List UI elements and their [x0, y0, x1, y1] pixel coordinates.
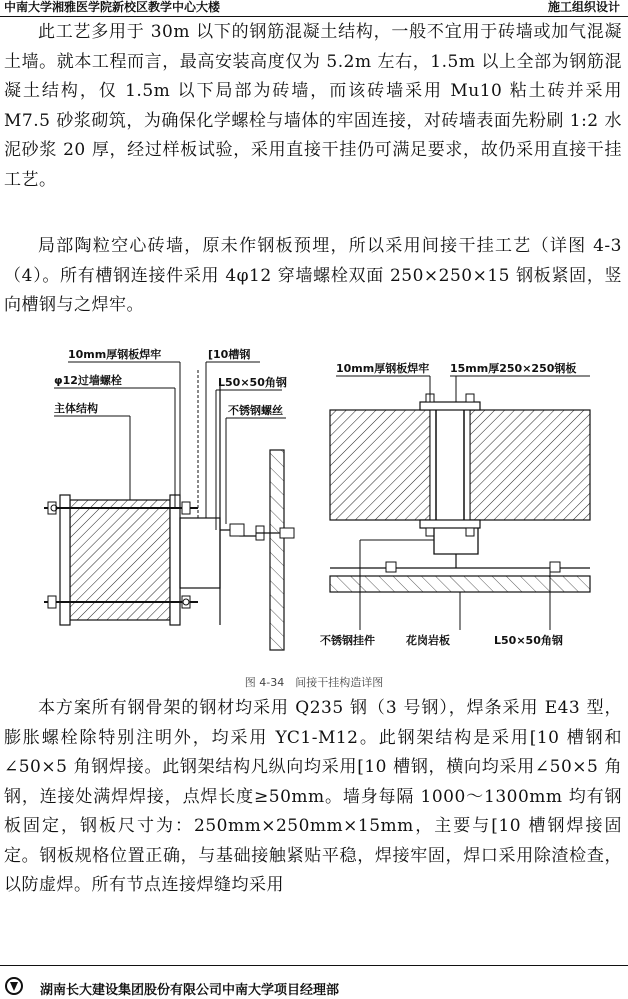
header-project-title: 中南大学湘雅医学院新校区教学中心大楼	[4, 0, 221, 14]
steel-plate-left	[60, 495, 70, 625]
label-right-plate: 10mm厚钢板焊牢	[336, 362, 430, 375]
granite-slab-left	[270, 450, 284, 650]
paragraph-steel-frame: 本方案所有钢骨架的钢材均采用 Q235 钢（3 号钢），焊条采用 E43 型，膨胀螺栓除特别注明外，均采用 YC1-M12。此钢架结构是采用[10 槽钢和∠50×5 角钢焊接。此钢架结构凡纵向均采用[10 槽钢，横向均采用∠50×5 角钢，连接处满焊焊接，点焊长度≥50mm。墙身每隔 1000～1300mm 均有钢板固定，钢板尺寸为：250mm×250mm×15mm，主要与[10 槽钢焊接固定。钢板规格位置正确，与基础接触紧贴平稳，焊接牢固，焊口采用除渣检查，以防虚焊。所有节点连接焊缝均采用	[4, 698, 622, 895]
footer-company-name: 湖南长大建设集团股份有限公司中南大学项目经理部	[40, 983, 340, 998]
label-left-stainless: 不锈钢螺丝	[228, 404, 283, 417]
paragraph-direct-hanging: 此工艺多用于 30m 以下的钢筋混凝土结构，一般不宜用于砖墙或加气混凝土墙。就本工程而言，最高安装高度仅为 5.2m 左右，1.5m 以上全部为钢筋混凝土结构，仅 1.5m 以下局部为砖墙，而该砖墙采用 Mu10 粘土砖并采用 M7.5 砂浆砌筑，为确保化学螺栓与墙体的牢固连接，对砖墙表面先粉刷 1:2 水泥砂浆 20 厚，经过样板试验，采用直接干挂仍可满足要求，故仍采用直接干挂工艺。	[4, 22, 623, 190]
right-section-drawing	[320, 361, 590, 647]
label-left-bolt: φ12过墙螺栓	[54, 374, 122, 387]
label-right-granite: 花岗岩板	[406, 634, 450, 647]
page-footer	[0, 965, 628, 999]
left-elevation-drawing	[44, 347, 294, 650]
steel-plate-right	[170, 495, 180, 625]
label-left-channel: [10槽钢	[208, 348, 251, 361]
page-header	[0, 0, 628, 17]
label-left-angle: L50×50角钢	[218, 376, 287, 389]
label-right-hanger: 不锈钢挂件	[320, 634, 375, 647]
detail-drawing	[30, 340, 610, 660]
label-left-structure: 主体结构	[54, 402, 98, 415]
wall-section-right	[470, 410, 590, 520]
wall-section-left	[330, 410, 430, 520]
label-left-plate: 10mm厚钢板焊牢	[68, 348, 162, 361]
header-doc-type: 施工组织设计	[547, 0, 620, 14]
figure-caption: 图 4-34 间接干挂构造详图	[244, 676, 384, 689]
company-logo-icon	[4, 976, 24, 996]
paragraph-indirect-hanging: 局部陶粒空心砖墙，原未作钢板预埋，所以采用间接干挂工艺（详图 4-3（4）。所有槽钢连接件采用 4φ12 穿墙螺栓双面 250×250×15 钢板紧固，竖向槽钢与之焊牢。	[4, 236, 622, 315]
label-right-plate15: 15mm厚250×250钢板	[450, 362, 577, 375]
label-right-angle: L50×50角钢	[494, 634, 563, 647]
granite-slab-right	[330, 576, 590, 592]
